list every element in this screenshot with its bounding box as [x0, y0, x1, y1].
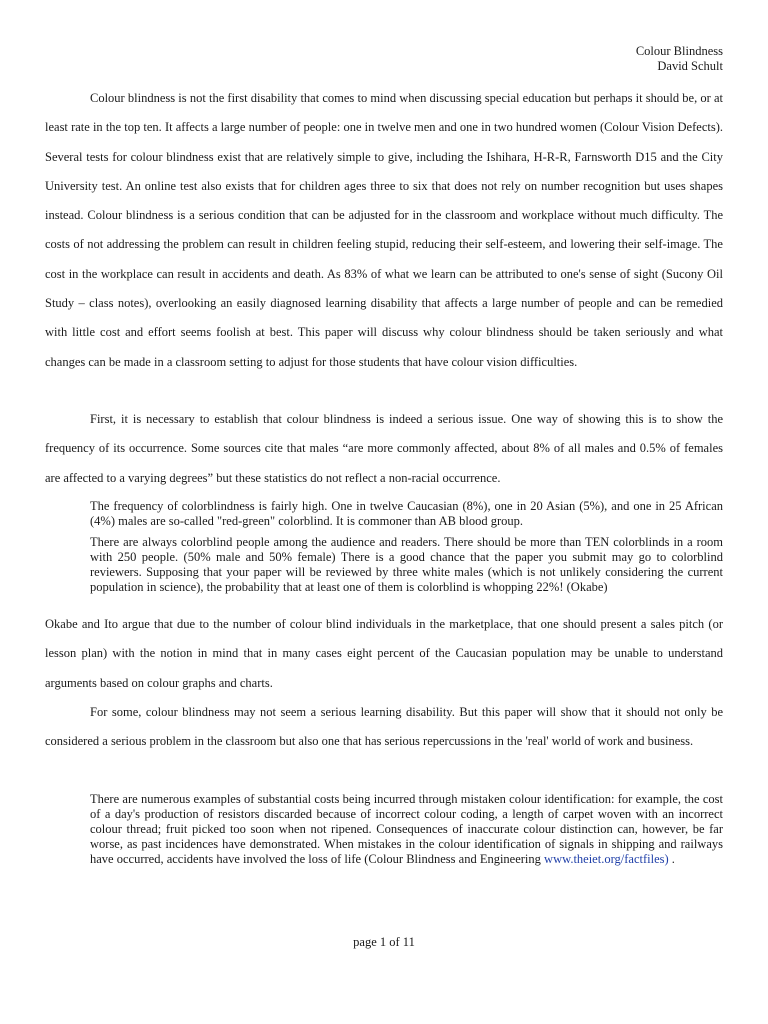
factfiles-link[interactable]: www.theiet.org/factfiles) [544, 852, 669, 866]
paragraph-okabe-ito: Okabe and Ito argue that due to the number of colour blind individuals in the marketplace, that one should present a sales pitch (or lesson plan) with the notion in mind that in many cases eight percent of the Caucasian population may be unable to understand arguments based on colour graphs and charts. [45, 617, 723, 690]
page-number: page 1 of 11 [353, 935, 415, 949]
running-header [636, 44, 723, 73]
block-quote-frequency: The frequency of colorblindness is fairly high. One in twelve Caucasian (8%), one in 20 Asian (5%), and one in 25 African (4%) males are so-called "red-green" colorblind. It is commoner than AB blood group. [90, 499, 723, 528]
paragraph-introduction: Colour blindness is not the first disability that comes to mind when discussing special education but perhaps it should be, or at least rate in the top ten. It affects a large number of people: one in twelve men and one in two hundred women (Colour Vision Defects). Several tests for colour blindness exist that are relatively simple to give, including the Ishihara, H-R-R, Farnsworth D15 and the City University test. An online test also exists that for children ages three to six that does not rely on number recognition but uses shapes instead. Colour blindness is a serious condition that can be adjusted for in the classroom and workplace without much difficulty. The costs of not addressing the problem can result in children feeling stupid, reducing their self-esteem, and lowering their self-image. The cost in the workplace can result in accidents and death. As 83% of what we learn can be attributed to one's sense of sight (Sucony Oil Study – class notes), overlooking an easily diagnosed learning disability that affects a large number of people and can be remedied with little cost and effort seems foolish at best. This paper will discuss why colour blindness should be taken seriously and what changes can be made in a classroom setting to adjust for those students that have colour vision difficulties. [45, 91, 723, 369]
paragraph-frequency: First, it is necessary to establish that colour blindness is indeed a serious issue. One way of showing this is to show the frequency of its occurrence. Some sources cite that males “are more commonly affected, about 8% of all males and 0.5% of females are affected to a varying degrees” but these statistics do not reflect a non-racial occurrence. [45, 412, 723, 485]
paragraph-serious-disability: For some, colour blindness may not seem a serious learning disability. But this paper will show that it should not only be considered a serious problem in the classroom but also one that has serious repercussions in the 'real' world of work and business. [45, 705, 723, 749]
header-title: Colour Blindness [635, 44, 723, 58]
block-quote-okabe: There are always colorblind people among the audience and readers. There should be more than TEN colorblinds in a room with 250 people. (50% male and 50% female) There is a good chance that the paper you submit may go to colorblind reviewers. Supposing that your paper will be reviewed by three white males (which is not unlikely considering the current population in science), the probability that at least one of them is colorblind is whopping 22%! (Okabe) [90, 535, 723, 594]
header-author: David Schult [657, 58, 723, 73]
quote-text: There are numerous examples of substantial costs being incurred through mistaken colour identification: for example, the cost of a day's production of resistors discarded because of incorrect colour coding, a length of carpet woven with an incorrect colour thread; fruit picked too soon when not ripened. Consequences of inaccurate colour distinction can, however, be far worse, as past incidences have demonstrated. When mistakes in the colour identification of signals in shipping and railways have occurred, accidents have involved the loss of life (Colour Blindness and Engineering [90, 792, 723, 866]
quote-end: . [668, 852, 675, 866]
block-quote-engineering [90, 792, 723, 867]
